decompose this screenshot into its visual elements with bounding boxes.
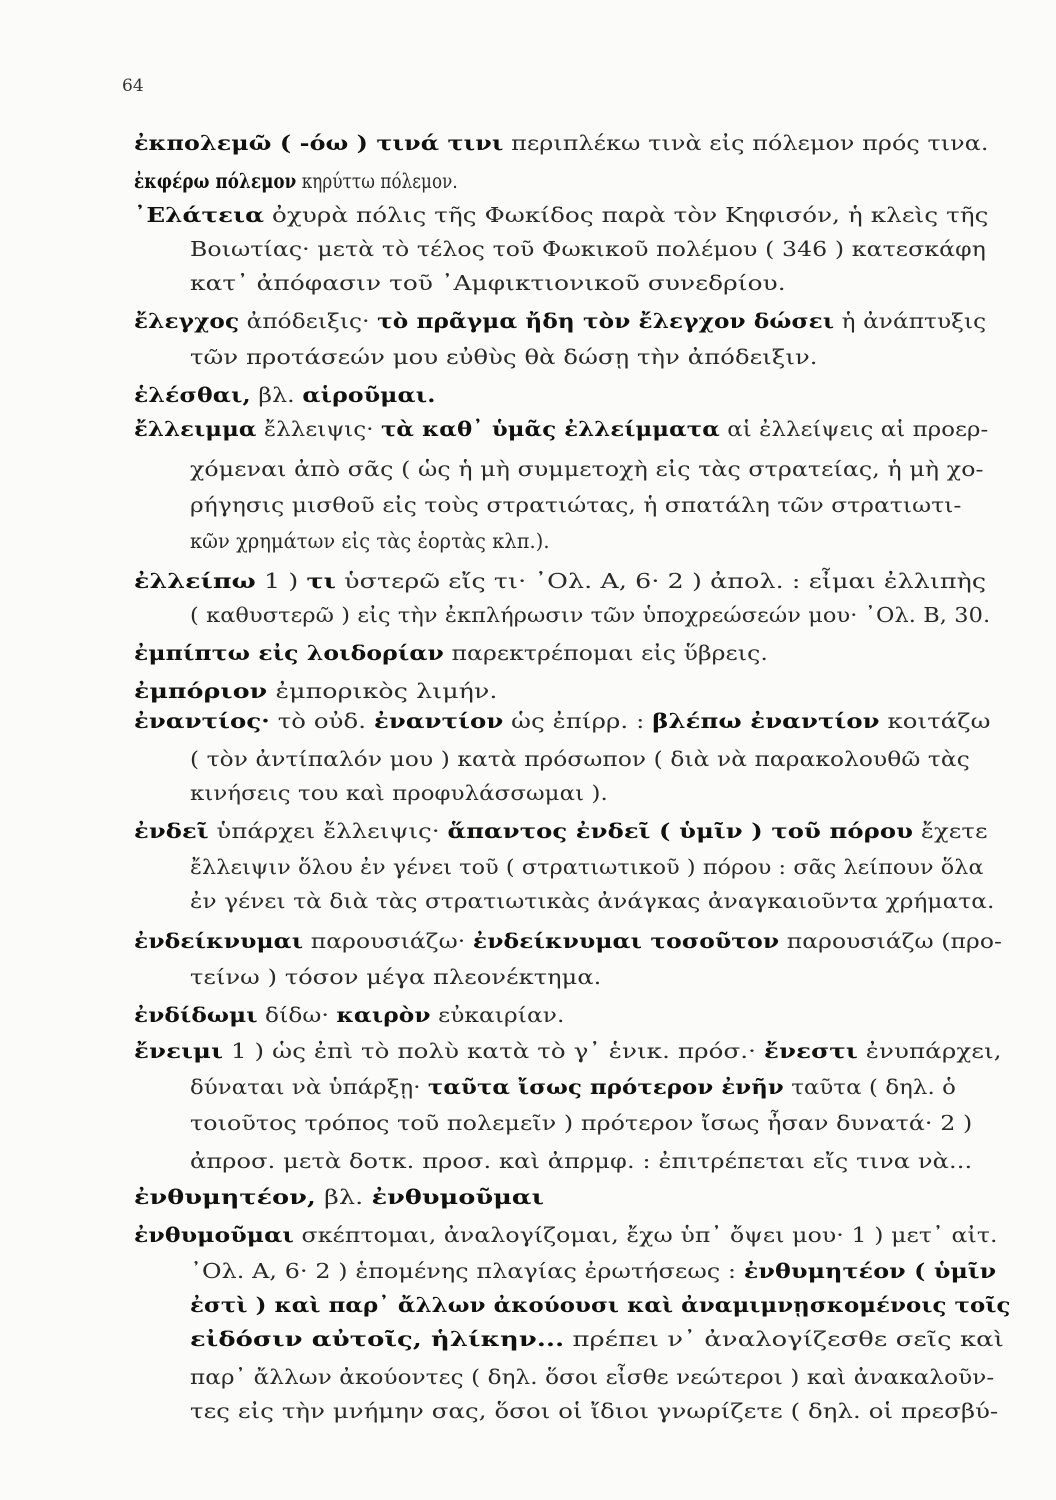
definition-text: Βοιωτίας· μετὰ τὸ τέλος τοῦ Φωκικοῦ πολέμου ( 346 ) κατεσκάφη	[190, 237, 986, 261]
entry-continuation-line	[190, 1072, 956, 1102]
definition-text: ἀπροσ. μετὰ δοτκ. προσ. καὶ ἀπρμφ. : ἐπιτρέπεται εἴς τινα νὰ...	[190, 1149, 973, 1173]
definition-text: ᾿Ολ. Α, 6· 2 ) ἑπομένης πλαγίας ἐρωτήσεως :	[190, 1259, 744, 1283]
headword-text: καιρὸν	[336, 1003, 431, 1027]
entry-continuation-line	[190, 600, 990, 630]
definition-text: κοιτάζω	[879, 709, 991, 733]
entry-continuation-line	[190, 744, 970, 774]
headword-text: ἐστὶ ) καὶ παρ᾿ ἄλλων ἀκούουσι καὶ ἀναμιμνῃσκομένοις τοῖς	[190, 1293, 1011, 1317]
headword-text: ἐνδίδωμι	[134, 1003, 258, 1027]
entry-line	[134, 1182, 544, 1212]
entry-continuation-line	[190, 886, 994, 916]
headword-text: τι	[306, 569, 337, 593]
entry-line	[134, 414, 988, 444]
definition-text: ( τὸν ἀντίπαλόν μου ) κατὰ πρόσωπον ( διὰ νὰ παρακολουθῶ τὰς	[190, 747, 970, 771]
headword-text: αἱροῦμαι.	[302, 383, 436, 407]
headword-text: ἅπαντος ἐνδεῖ ( ὑμῖν ) τοῦ πόρου	[447, 819, 914, 843]
entry-continuation-line	[190, 234, 986, 264]
definition-text: δύναται νὰ ὑπάρξῃ·	[190, 1075, 428, 1099]
entry-line	[134, 306, 986, 336]
definition-text: ( καθυστερῶ ) εἰς τὴν ἐκπλήρωσιν τῶν ὑποχρεώσεών μου· ᾿Ολ. Β, 30.	[190, 603, 991, 627]
headword-text: ἔνειμι	[134, 1039, 224, 1063]
definition-text: εὐκαιρίαν.	[430, 1003, 565, 1027]
headword-text: ἐκπολεμῶ ( -όω ) τινά τινι	[134, 131, 504, 155]
headword-text: ἐνθυμητέον,	[134, 1185, 316, 1209]
definition-text: ἐμπορικὸς λιμήν.	[267, 679, 498, 703]
entry-continuation-line	[190, 1290, 1010, 1320]
headword-text: ἔνεστι	[763, 1039, 858, 1063]
entry-line	[134, 566, 986, 596]
entry-continuation-line	[190, 342, 818, 372]
definition-text: τες εἰς τὴν μνήμην σας, ὅσοι οἱ ἴδιοι γνωρίζετε ( δηλ. οἱ πρεσβύ-	[190, 1399, 999, 1423]
definition-text: παρουσιάζω (προ-	[779, 929, 1003, 953]
entry-line	[134, 166, 458, 196]
definition-text: βλ.	[315, 1185, 372, 1209]
definition-text: αἱ ἐλλείψεις αἱ προερ-	[719, 417, 989, 441]
definition-text: σκέπτομαι, ἀναλογίζομαι, ἔχω ὑπ᾿ ὄψει μου· 1 ) μετ᾿ αἰτ.	[293, 1223, 998, 1247]
entry-continuation-line	[190, 1108, 972, 1138]
definition-text: τὸ οὐδ.	[269, 709, 374, 733]
definition-text: τείνω ) τόσον μέγα πλεονέκτημα.	[190, 965, 602, 989]
entry-continuation-line	[190, 1362, 994, 1392]
headword-text: ταῦτα ἴσως πρότερον ἐνῆν	[427, 1075, 784, 1099]
definition-text: ἐνυπάρχει,	[857, 1039, 1002, 1063]
headword-text: ἐνθυμητέον ( ὑμῖν	[743, 1259, 997, 1283]
definition-text: ὑπάρχει ἔλλειψις·	[208, 819, 448, 843]
headword-text: βλέπω ἐναντίον	[652, 709, 880, 733]
entry-line	[134, 380, 436, 410]
entry-line	[134, 1036, 1002, 1066]
definition-text: τῶν προτάσεών μου εὐθὺς θὰ δώσῃ τὴν ἀπόδειξιν.	[190, 345, 818, 369]
definition-text: ἀπόδειξις·	[239, 309, 378, 333]
headword-text: ἐλλείπω	[134, 569, 256, 593]
entry-line	[134, 1000, 564, 1030]
entry-line	[134, 638, 768, 668]
headword-text: εἰδόσιν αὐτοῖς, ἡλίκην...	[190, 1327, 565, 1351]
entry-line	[134, 706, 991, 736]
entry-line	[134, 816, 988, 846]
entry-line	[134, 128, 989, 158]
definition-text: ἐν γένει τὰ διὰ τὰς στρατιωτικὰς ἀνάγκας ἀναγκαιοῦντα χρήματα.	[190, 889, 995, 913]
definition-text: παρουσιάζω·	[303, 929, 473, 953]
entry-continuation-line	[190, 852, 984, 882]
definition-text: πρέπει ν᾿ ἀναλογίζεσθε σεῖς καὶ	[564, 1327, 1004, 1351]
definition-text: βλ.	[250, 383, 303, 407]
entry-continuation-line	[190, 454, 984, 484]
definition-text: ἡ ἀνάπτυξις	[834, 309, 987, 333]
headword-text: ἐνδεῖ	[134, 819, 209, 843]
definition-text: ὑστερῶ εἴς τι· ᾿Ολ. Α, 6· 2 ) ἀπολ. : εἶμαι ἐλλιπὴς	[336, 569, 987, 593]
headword-text: ἔλλειμμα	[134, 417, 257, 441]
headword-text: ἐκφέρω πόλεμον	[134, 169, 297, 193]
entry-continuation-line	[190, 1256, 996, 1286]
definition-text: ἔλλειψιν ὅλου ἐν γένει τοῦ ( στρατιωτικοῦ ) πόρου : σᾶς λείπουν ὅλα	[190, 855, 984, 879]
definition-text: κηρύττω πόλεμον.	[296, 169, 458, 193]
headword-text: ᾿Ελάτεια	[134, 203, 265, 227]
definition-text: χόμεναι ἀπὸ σᾶς ( ὡς ἡ μὴ συμμετοχὴ εἰς τὰς στρατείας, ἡ μὴ χο-	[190, 457, 984, 481]
definition-text: ταῦτα ( δηλ. ὁ	[783, 1075, 957, 1099]
headword-text: ἑλέσθαι,	[134, 383, 251, 407]
headword-text: τὸ πρᾶγμα ἤδη τὸν ἔλεγχον δώσει	[377, 309, 835, 333]
entry-continuation-line	[190, 1396, 998, 1426]
headword-text: τὰ καθ᾿ ὑμᾶς ἐλλείμματα	[380, 417, 720, 441]
definition-text: κατ᾿ ἀπόφασιν τοῦ ᾿Αμφικτιονικοῦ συνεδρίου.	[190, 271, 786, 295]
entry-continuation-line	[190, 778, 608, 808]
definition-text: τοιοῦτος τρόπος τοῦ πολεμεῖν ) πρότερον ἴσως ἦσαν δυνατά· 2 )	[190, 1111, 973, 1135]
entry-continuation-line	[190, 1324, 1004, 1354]
definition-text: ἔχετε	[913, 819, 988, 843]
headword-text: ἐνθυμοῦμαι	[371, 1185, 544, 1209]
headword-text: ἐνδείκνυμαι τοσοῦτον	[472, 929, 780, 953]
entry-continuation-line	[190, 268, 786, 298]
definition-text: ἔλλειψις·	[256, 417, 381, 441]
definition-text: 1 )	[255, 569, 307, 593]
definition-text: κῶν χρημάτων εἰς τὰς ἑορτὰς κλπ.).	[190, 529, 550, 553]
definition-text: ὀχυρὰ πόλις τῆς Φωκίδος παρὰ τὸν Κηφισόν, ἡ κλεὶς τῆς	[264, 203, 989, 227]
entry-line	[134, 1220, 998, 1250]
definition-text: 1 ) ὡς ἐπὶ τὸ πολὺ κατὰ τὸ γ᾿ ἑνικ. πρόσ.·	[223, 1039, 764, 1063]
headword-text: ἐναντίος·	[134, 709, 270, 733]
definition-text: περιπλέκω τινὰ εἰς πόλεμον πρός τινα.	[503, 131, 989, 155]
definition-text: κινήσεις του καὶ προφυλάσσωμαι ).	[190, 781, 608, 805]
definition-text: ρήγησις μισθοῦ εἰς τοὺς στρατιώτας, ἡ σπατάλη τῶν στρατιωτι-	[190, 493, 962, 517]
definition-text: ὡς ἐπίρρ. :	[503, 709, 653, 733]
definition-text: παρ᾿ ἄλλων ἀκούοντες ( δηλ. ὅσοι εἶσθε νεώτεροι ) καὶ ἀνακαλοῦν-	[190, 1365, 995, 1389]
entry-line	[134, 676, 498, 706]
headword-text: ἐμπόριον	[134, 679, 268, 703]
headword-text: ἐνδείκνυμαι	[134, 929, 304, 953]
entry-continuation-line	[190, 490, 961, 520]
headword-text: ἔλεγχος	[134, 309, 240, 333]
entry-continuation-line	[190, 526, 550, 556]
headword-text: ἐμπίπτω εἰς λοιδορίαν	[134, 641, 444, 665]
headword-text: ἐναντίον	[373, 709, 504, 733]
entry-line	[134, 926, 1002, 956]
headword-text: ἐνθυμοῦμαι	[134, 1223, 294, 1247]
page-number: 64	[122, 76, 144, 96]
entry-line	[134, 200, 989, 230]
entry-continuation-line	[190, 962, 601, 992]
definition-text: παρεκτρέπομαι εἰς ὕβρεις.	[443, 641, 768, 665]
definition-text: δίδω·	[257, 1003, 337, 1027]
entry-continuation-line	[190, 1146, 972, 1176]
